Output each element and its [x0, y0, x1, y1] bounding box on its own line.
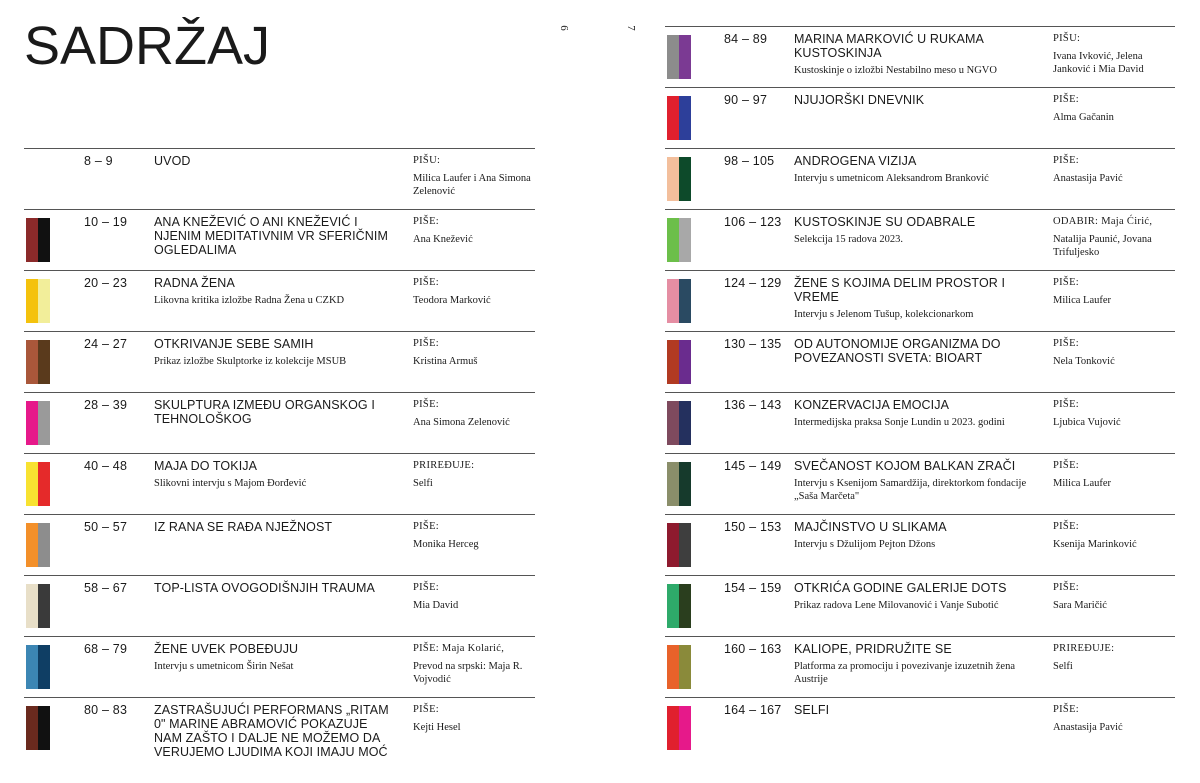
toc-entry[interactable] [665, 575, 1175, 636]
byline-names: Kristina Armuš [413, 356, 478, 367]
toc-entry[interactable] [665, 453, 1175, 514]
entry-title: IZ RANA SE RAĐA NJEŽNOST [154, 520, 333, 534]
color-swatch [26, 218, 50, 262]
swatch-color-block [38, 279, 50, 323]
toc-entry[interactable] [665, 514, 1175, 575]
toc-list-left [24, 148, 535, 758]
page-range: 164 – 167 [724, 703, 782, 717]
swatch-color-block [667, 706, 679, 750]
swatch-color-block [679, 35, 691, 79]
swatch-color-block [667, 218, 679, 262]
color-swatch [667, 35, 691, 79]
byline-label: PIŠE: [1053, 399, 1080, 410]
entry-subtitle: Intervju s Džulijom Pejton Džons [794, 539, 936, 550]
swatch-color-block [26, 218, 38, 262]
page-range: 160 – 163 [724, 642, 782, 656]
swatch-color-block [667, 96, 679, 140]
byline-label: PIŠE: Maja Kolarić, [413, 643, 505, 654]
entry-subtitle: Intervju s Ksenijom Samardžija, direktorkom fondacije „Saša Marčeta" [794, 478, 1027, 502]
byline-names: Monika Herceg [413, 539, 479, 550]
color-swatch [26, 462, 50, 506]
byline-names: Natalija Paunić, Jovana Trifuljesko [1053, 234, 1152, 258]
byline-names: Kejti Hesel [413, 722, 461, 733]
swatch-color-block [667, 157, 679, 201]
byline-label: PIŠE: [413, 338, 440, 349]
swatch-color-block [38, 340, 50, 384]
page-range: 24 – 27 [84, 337, 128, 351]
color-swatch [667, 462, 691, 506]
byline-names: Mia David [413, 600, 459, 611]
right-page [624, 0, 1200, 783]
toc-entry[interactable] [24, 270, 535, 331]
byline-names: Ksenija Marinković [1053, 539, 1137, 550]
byline-label: PIŠE: [1053, 277, 1080, 288]
byline-names: Nela Tonković [1053, 356, 1115, 367]
byline-label: PIŠE: [1053, 521, 1080, 532]
toc-entry[interactable] [665, 270, 1175, 331]
swatch-color-block [667, 645, 679, 689]
page-range: 124 – 129 [724, 276, 782, 290]
swatch-color-block [38, 584, 50, 628]
entry-title: OTKRIĆA GODINE GALERIJE DOTS [794, 581, 1007, 595]
swatch-color-block [667, 462, 679, 506]
toc-entry[interactable] [24, 575, 535, 636]
entry-title: ŽENE UVEK POBEĐUJU [154, 642, 299, 656]
byline-names: Ana Simona Zelenović [413, 417, 510, 428]
entry-title: MAJA DO TOKIJA [154, 459, 258, 473]
page-range: 68 – 79 [84, 642, 128, 656]
byline-label: PRIREĐUJE: [413, 460, 475, 471]
left-page [0, 0, 570, 783]
entry-subtitle: Prikaz radova Lene Milovanović i Vanje Subotić [794, 600, 999, 611]
page-range: 150 – 153 [724, 520, 782, 534]
byline-label: PIŠE: [413, 399, 440, 410]
color-swatch [26, 279, 50, 323]
swatch-color-block [679, 218, 691, 262]
byline-label: PIŠE: [413, 521, 440, 532]
swatch-color-block [679, 584, 691, 628]
byline-names: Anastasija Pavić [1053, 722, 1123, 733]
entry-title: ANDROGENA VIZIJA [794, 154, 917, 168]
entry-title: OD AUTONOMIJE ORGANIZMA DO POVEZANOSTI SVETA: BIOART [794, 337, 1001, 365]
entry-subtitle: Intervju s Jelenom Tušup, kolekcionarkom [794, 309, 974, 320]
page-range: 84 – 89 [724, 32, 768, 46]
entry-title: SELFI [794, 703, 830, 717]
swatch-color-block [26, 279, 38, 323]
color-swatch [26, 523, 50, 567]
page-number-right: 7 [624, 25, 637, 31]
byline-names: Teodora Marković [413, 295, 491, 306]
byline-label: PIŠE: [413, 277, 440, 288]
toc-entry[interactable] [24, 331, 535, 392]
swatch-color-block [679, 706, 691, 750]
toc-list-right [665, 26, 1175, 758]
swatch-color-block [38, 401, 50, 445]
color-swatch [667, 157, 691, 201]
page-range: 10 – 19 [84, 215, 128, 229]
color-swatch [26, 340, 50, 384]
color-swatch [26, 645, 50, 689]
color-swatch [26, 584, 50, 628]
page-number-left: 6 [557, 25, 570, 31]
entry-subtitle: Slikovni intervju s Majom Đorđević [154, 478, 307, 489]
toc-entry[interactable] [24, 636, 535, 697]
toc-entry[interactable] [665, 148, 1175, 209]
toc-entry[interactable] [24, 514, 535, 575]
swatch-color-block [679, 645, 691, 689]
color-swatch [667, 96, 691, 140]
color-swatch [667, 279, 691, 323]
page-range: 90 – 97 [724, 93, 768, 107]
byline-label: PIŠE: [1053, 94, 1080, 105]
entry-subtitle: Prikaz izložbe Skulptorke iz kolekcije MSUB [154, 356, 347, 367]
toc-entry[interactable] [24, 453, 535, 514]
swatch-color-block [667, 523, 679, 567]
entry-subtitle: Platforma za promociju i povezivanje izuzetnih žena Austrije [794, 661, 1015, 685]
entry-title: ANA KNEŽEVIĆ O ANI KNEŽEVIĆ I NJENIM MEDITATIVNIM VR SFERIČNIM OGLEDALIMA [154, 215, 388, 257]
entry-subtitle: Kustoskinje o izložbi Nestabilno meso u NGVO [794, 65, 997, 76]
entry-title: KUSTOSKINJE SU ODABRALE [794, 215, 976, 229]
byline-names: Milica Laufer [1053, 295, 1112, 306]
entry-title: ZASTRAŠUJUĆI PERFORMANS „RITAM 0" MARINE ABRAMOVIĆ POKAZUJE NAM ZAŠTO I DALJE NE MOŽEMO DA VERUJEMO LJUDIMA KOJI IMAJU MOĆ [154, 703, 389, 759]
page-range: 98 – 105 [724, 154, 775, 168]
page-range: 154 – 159 [724, 581, 782, 595]
entry-title: KONZERVACIJA EMOCIJA [794, 398, 950, 412]
byline-label: PIŠE: [1053, 582, 1080, 593]
swatch-color-block [667, 35, 679, 79]
byline-label: PIŠE: [1053, 155, 1080, 166]
byline-label: PIŠE: [1053, 338, 1080, 349]
color-swatch [667, 523, 691, 567]
color-swatch [667, 645, 691, 689]
swatch-color-block [26, 523, 38, 567]
swatch-color-block [26, 462, 38, 506]
swatch-color-block [26, 645, 38, 689]
entry-title: SVEČANOST KOJOM BALKAN ZRAČI [794, 459, 1016, 473]
swatch-color-block [38, 706, 50, 750]
byline-label: PIŠU: [1053, 33, 1081, 44]
entry-title: ŽENE S KOJIMA DELIM PROSTOR I VREME [794, 276, 1006, 304]
swatch-color-block [667, 401, 679, 445]
byline-label: PIŠE: [1053, 460, 1080, 471]
toc-entry[interactable] [665, 209, 1175, 270]
swatch-color-block [26, 584, 38, 628]
page-range: 106 – 123 [724, 215, 782, 229]
byline-label: PIŠE: [413, 704, 440, 715]
byline-label: PIŠE: [413, 582, 440, 593]
swatch-color-block [679, 523, 691, 567]
byline-names: Milica Laufer [1053, 478, 1112, 489]
swatch-color-block [38, 645, 50, 689]
byline-label: PIŠU: [413, 155, 441, 166]
color-swatch [667, 584, 691, 628]
entry-title: TOP-LISTA OVOGODIŠNJIH TRAUMA [154, 581, 375, 595]
page-range: 20 – 23 [84, 276, 128, 290]
toc-entry[interactable] [24, 392, 535, 453]
byline-names: Milica Laufer i Ana Simona Zelenović [413, 173, 531, 197]
entry-title: KALIOPE, PRIDRUŽITE SE [794, 642, 952, 656]
page-range: 136 – 143 [724, 398, 782, 412]
color-swatch [667, 340, 691, 384]
page-range: 50 – 57 [84, 520, 128, 534]
toc-entry[interactable] [24, 697, 535, 758]
swatch-color-block [679, 340, 691, 384]
toc-entry[interactable] [24, 209, 535, 270]
byline-names: Selfi [413, 478, 433, 489]
swatch-color-block [679, 462, 691, 506]
entry-title: MARINA MARKOVIĆ U RUKAMA KUSTOSKINJA [794, 32, 984, 60]
page-range: 28 – 39 [84, 398, 128, 412]
byline-names: Anastasija Pavić [1053, 173, 1123, 184]
byline-names: Sara Maričić [1053, 600, 1107, 611]
toc-entry[interactable] [24, 148, 535, 209]
page-range: 130 – 135 [724, 337, 782, 351]
byline-names: Prevod na srpski: Maja R. Vojvodić [413, 661, 523, 685]
toc-entry[interactable] [665, 331, 1175, 392]
entry-title: RADNA ŽENA [154, 276, 235, 290]
entry-subtitle: Likovna kritika izložbe Radna Žena u CZKD [154, 295, 345, 306]
swatch-color-block [38, 218, 50, 262]
byline-names: Ana Knežević [413, 234, 473, 245]
toc-entry[interactable] [665, 392, 1175, 453]
swatch-color-block [679, 401, 691, 445]
swatch-color-block [679, 96, 691, 140]
entry-title: MAJČINSTVO U SLIKAMA [794, 520, 947, 534]
byline-names: Ivana Ivković, Jelena Janković i Mia David [1053, 51, 1144, 75]
swatch-color-block [667, 340, 679, 384]
entry-subtitle: Selekcija 15 radova 2023. [794, 234, 904, 245]
page-range: 80 – 83 [84, 703, 128, 717]
swatch-color-block [38, 523, 50, 567]
byline-label: ODABIR: Maja Ćirić, [1053, 216, 1153, 227]
entry-title: SKULPTURA IZMEĐU ORGANSKOG I TEHNOLOŠKOG [154, 398, 375, 426]
swatch-color-block [667, 584, 679, 628]
entry-title: OTKRIVANJE SEBE SAMIH [154, 337, 314, 351]
entry-title: UVOD [154, 154, 191, 168]
toc-entry[interactable] [665, 697, 1175, 758]
byline-label: PIŠE: [1053, 704, 1080, 715]
swatch-color-block [679, 279, 691, 323]
color-swatch [26, 401, 50, 445]
toc-entry[interactable] [665, 26, 1175, 87]
entry-title: NJUJORŠKI DNEVNIK [794, 93, 925, 107]
page-range: 58 – 67 [84, 581, 128, 595]
swatch-color-block [26, 401, 38, 445]
color-swatch [667, 401, 691, 445]
byline-names: Alma Gačanin [1053, 112, 1114, 123]
byline-names: Ljubica Vujović [1053, 417, 1121, 428]
byline-names: Selfi [1053, 661, 1073, 672]
swatch-color-block [667, 279, 679, 323]
swatch-color-block [38, 462, 50, 506]
byline-label: PIŠE: [413, 216, 440, 227]
color-swatch [667, 218, 691, 262]
page-range: 145 – 149 [724, 459, 782, 473]
toc-entry[interactable] [665, 636, 1175, 697]
entry-subtitle: Intermedijska praksa Sonje Lundin u 2023. godini [794, 417, 1005, 428]
swatch-color-block [679, 157, 691, 201]
swatch-color-block [26, 340, 38, 384]
color-swatch [667, 706, 691, 750]
page-range: 40 – 48 [84, 459, 128, 473]
entry-subtitle: Intervju s umetnicom Aleksandrom Branković [794, 173, 989, 184]
swatch-color-block [26, 706, 38, 750]
byline-label: PRIREĐUJE: [1053, 643, 1115, 654]
page-title: SADRŽAJ [24, 16, 271, 76]
color-swatch [26, 706, 50, 750]
page-range: 8 – 9 [84, 154, 113, 168]
toc-entry[interactable] [665, 87, 1175, 148]
entry-subtitle: Intervju s umetnicom Širin Nešat [154, 661, 294, 672]
